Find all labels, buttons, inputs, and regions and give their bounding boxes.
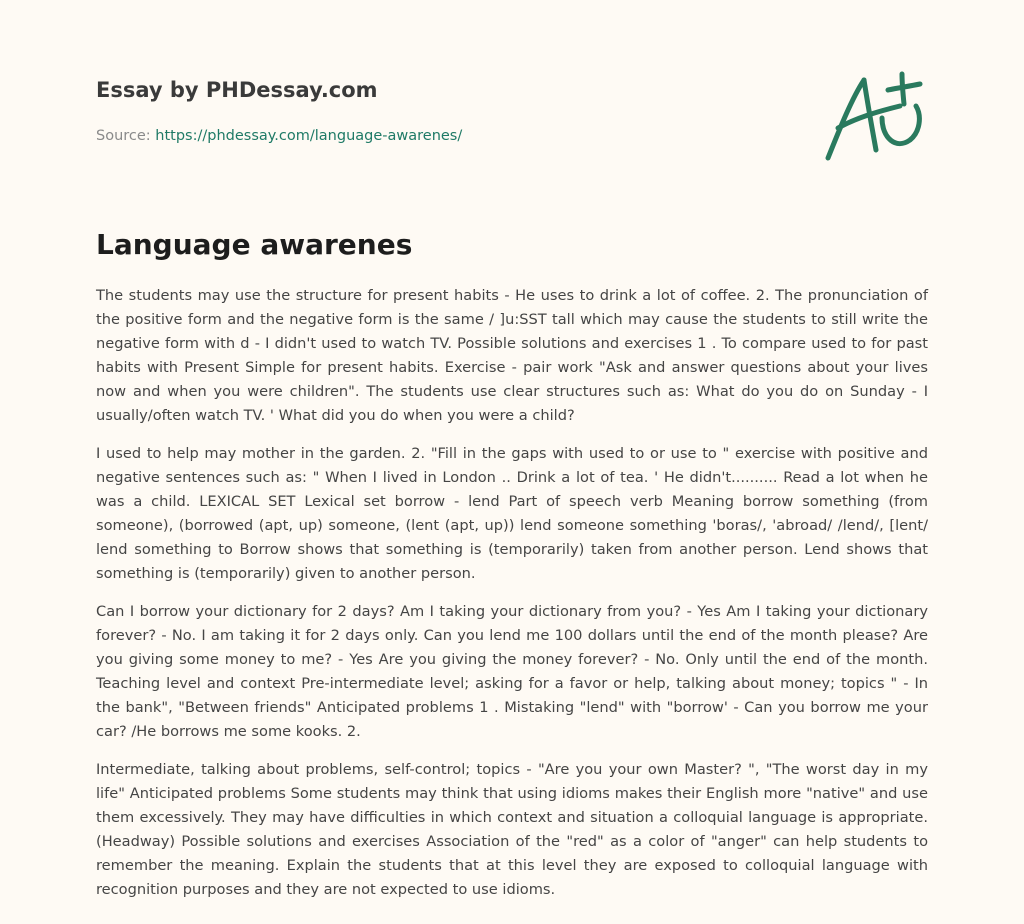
- article-paragraph: I used to help may mother in the garden. 2. "Fill in the gaps with used to or use to " exercise with positive and negative sentences such as: " When I lived in London .. Drink a lot of tea. ' He didn't.......... Read a lot when he was a child. LEXICAL SET Lexical set borrow - lend Part of speech verb Meaning borrow something (from someone), (borrowed (apt, up) someone, (lent (apt, up)) lend someone something 'boras/, 'abroad/ /lend/, [lent/ lend something to Borrow shows that something is (temporarily) taken from another person. Lend shows that something is (temporarily) given to another person.: [96, 445, 928, 582]
- article-paragraph: Intermediate, talking about problems, self-control; topics - "Are you your own Master? ", "The worst day in my life" Anticipated problems Some students may think that using idioms makes their English more "native" and use them excessively. They may have difficulties in which context and situation a colloquial language is appropriate. (Headway) Possible solutions and exercises Association of the "red" as a color of "anger" can help students to remember the meaning. Explain the students that at this level they are exposed to colloquial language with recognition purposes and they are not expected to use idioms.: [96, 761, 928, 898]
- source-link[interactable]: https://phdessay.com/language-awarenes/: [155, 128, 463, 144]
- article-body: [96, 284, 928, 916]
- a-plus-logo-icon: [818, 66, 928, 166]
- source-label: Source:: [96, 128, 151, 144]
- brand-title: Essay by PHDessay.com: [96, 78, 378, 102]
- article-paragraph: Can I borrow your dictionary for 2 days? Am I taking your dictionary from you? - Yes Am I taking your dictionary forever? - No. I am taking it for 2 days only. Can you lend me 100 dollars until the end of the month please? Are you giving some money to me? - Yes Are you giving the money forever? - No. Only until the end of the month. Teaching level and context Pre-intermediate level; asking for a favor or help, talking about money; topics " - In the bank", "Between friends" Anticipated problems 1 . Mistaking "lend" with "borrow' - Can you borrow me your car? /He borrows me some kooks. 2.: [96, 603, 928, 740]
- article-title: Language awarenes: [96, 228, 413, 261]
- source-line: [96, 126, 796, 146]
- article-paragraph: The students may use the structure for present habits - He uses to drink a lot of coffee. 2. The pronunciation of the positive form and the negative form is the same / ]u:SST tall which may cause the students to still write the negative form with d - I didn't used to watch TV. Possible solutions and exercises 1 . To compare used to for past habits with Present Simple for present habits. Exercise - pair work "Ask and answer questions about your lives now and when you were children". The students use clear structures such as: What do you do on Sunday - I usually/often watch TV. ' What did you do when you were a child?: [96, 287, 928, 424]
- page-header: [96, 76, 796, 146]
